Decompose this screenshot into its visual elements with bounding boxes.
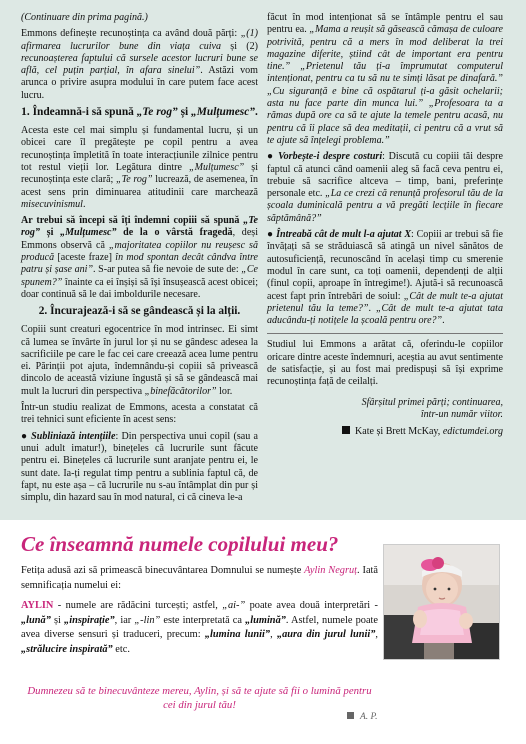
paragraph-habit: Acesta este cel mai simplu și fundamental lucru, și un obicei care îl pregătește pe copil pentru a avea recunoștința împletită în toate interacțiunile zilnice pentru tot restul vieții lor. Legătura dintre „Mulțumesc” și recunoștința este clară; „Te rog” lucrează, de asemenea, în acest sens prin diminuarea atitudinii care marchează misecuvinismul.: [21, 125, 258, 210]
paragraph-egocentric: Copiii sunt creaturi egocentrice în mod intrinsec. Ei simt că lumea se învârte în jurul lor și nu se gândesc adesea la sacrificiile pe care le fac cei care creează acea lume pentru ei. Părinții pot ajuta, îndemnându-și copiii să privească dincolo de această viziune îngustă și să se gândească mai mult la lucruri din perspectiva „binefăcătorilor” lor.: [21, 324, 258, 397]
name-meaning-title: Ce înseamnă numele copilului meu?: [21, 532, 339, 556]
baby-photo-image: [384, 545, 499, 659]
divider: [267, 333, 503, 334]
baby-photo: [383, 544, 500, 660]
author-site: edictumdei.org: [442, 426, 503, 438]
name-meaning-text: AYLIN - numele are rădăcini turcești; astfel, „ai-” poate avea două interpretări - „lună” și „inspirație”, iar „-lin” este interpretată ca „lumină”. Astfel, numele poate avea diverse sensuri și traduceri, precum: „lumina lunii”, „aura din jurul lunii”, „strălucire inspirată” etc.: [21, 600, 379, 655]
heading-please-thank-you: 1. Îndeamnă-i să spună „Te rog” și „Mulțumesc”.: [21, 106, 258, 119]
bullet-intentions: ● Subliniază intențiile: Din perspectiva unui copil (sau a unui adult imatur!), binețeles că lucrurile sunt făcute pentru ei. Binețeles că lucrurile sunt aranjate pentru ei, le sunt date. Ia-ți regulat timp pentru a sublinia faptul că, de fapt, nu este așa – că lucrurile nu s-au întâmplat din pur și simplu, din hazard sau în mod natural, ci că cineva le-a: [21, 430, 258, 504]
heading-think-of-others: 2. Încurajează-i să se gândească și la alții.: [38, 305, 241, 318]
paragraph-early-age: Ar trebui să începi să îți îndemni copiii să spună „Te rog” și „Mulțumesc” de la o vârstă fragedă, deși Emmons observă că „majoritatea copiilor nu reușesc să producă [aceste fraze] în mod spontan decât cândva între patru și șase ani”. S-ar putea să fie nevoie de sute de: „Ce spunem?” înainte ca ei înșiși să își însușească acest obicei; doar continuă să le dai imboldurile necesare.: [21, 215, 258, 300]
continued-note: (Continuare din prima pagină.): [21, 12, 148, 23]
name-caps: AYLIN: [21, 600, 54, 611]
intro-paragraph: Emmons definește recunoștința ca având două părți: „(1) afirmarea lucrurilor bune din viața cuiva și (2) recunoașterea faptului că sursele acestor lucruri bune se află, cel puțin parțial, în afara sinelui”. Astăzi vom arunca o privire asupra modului în care putem face acest lucru.: [21, 28, 258, 101]
paragraph-conclusion: Studiul lui Emmons a arătat că, oferindu-le copiilor oricare dintre aceste îndemnuri, aceștia au avut sentimente de satisfacție, și au fost mai predispuși să își exprime recunoștința față de ceilalți.: [267, 339, 503, 388]
bullet-intentions-continued: făcut în mod intenționat să se întâmple pentru el sau pentru ea. „Mama a reușit să găsească cămașa de culoare potrivită, pentru că a mers în mod deliberat la trei magazine diferite, știind cât de important era pentru tine.” „Prietenul tău ți-a împrumutat computerul intenționat, pentru ca tu să nu te simți lăsat pe dinafară.” „Cu siguranță e bine că ospătarul ți-a găsit ochelarii; asta nu face parte din munca lui.” „Profesoara ta a rămas după ore ca să te ajute la temele pentru acasă, nu pentru că îi place să dea meditații, ci pentru că a vrut să te ajute să înțelegi problema.”: [267, 12, 504, 146]
name-intro: Fetița adusă azi să primească binecuvântarea Domnului se numește Aylin Negruț. Iată semnificația numelui ei:: [21, 565, 379, 591]
bullet-costs: ● Vorbește-i despre costuri: Discută cu copiii tăi despre faptul că atunci când oamenii aleg să facă ceva pentru ei, trebuie să sacrifice altceva – timp, bani, preferințe personale etc. „La ce crezi că renunță profesorul tău de la școala duminicală pentru a vă pregăti lecțiile în fiecare săptămână?”: [267, 151, 503, 224]
bullet-ask-help: ● Întreabă cât de mult l-a ajutat X: Copiii ar trebui să fie învățați să se străduiască să atingă un nivel sănătos de autosuficiență, recunoscând în același timp cu smerenie modul în care sunt, ca toți oamenii, dependenți de alții (finul copii, aproape în întregime!). Ajută-i să recunoască acest fapt prin întrebări de soiul: „Cât de mult te-a ajutat prietenul tău la teme?”. „Cât de mult te-a ajutat tata aducându-ți notițele la școală pentru ore?”.: [267, 229, 503, 327]
article-column-right: [267, 12, 503, 439]
square-bullet-icon: [342, 426, 350, 434]
square-bullet-icon: [347, 712, 354, 719]
blessing: Dumnezeu să te binecuvânteze mereu, Aylin, și să te ajute să fii o lumină pentru cei din jurul tău!: [27, 685, 372, 711]
paragraph-study: Într-un studiu realizat de Emmons, acesta a constatat că trei tehnici sunt eficiente în acest sens:: [21, 402, 258, 426]
author-signature: Kate și Brett McKay, edictumdei.org: [267, 426, 503, 438]
end-note: Sfârșitul primei părți; continuarea, într-un număr viitor.: [361, 396, 503, 420]
article-column-left: [21, 12, 258, 508]
child-name: Aylin Negruț: [304, 565, 358, 576]
section-signature: A. P.: [347, 712, 378, 722]
